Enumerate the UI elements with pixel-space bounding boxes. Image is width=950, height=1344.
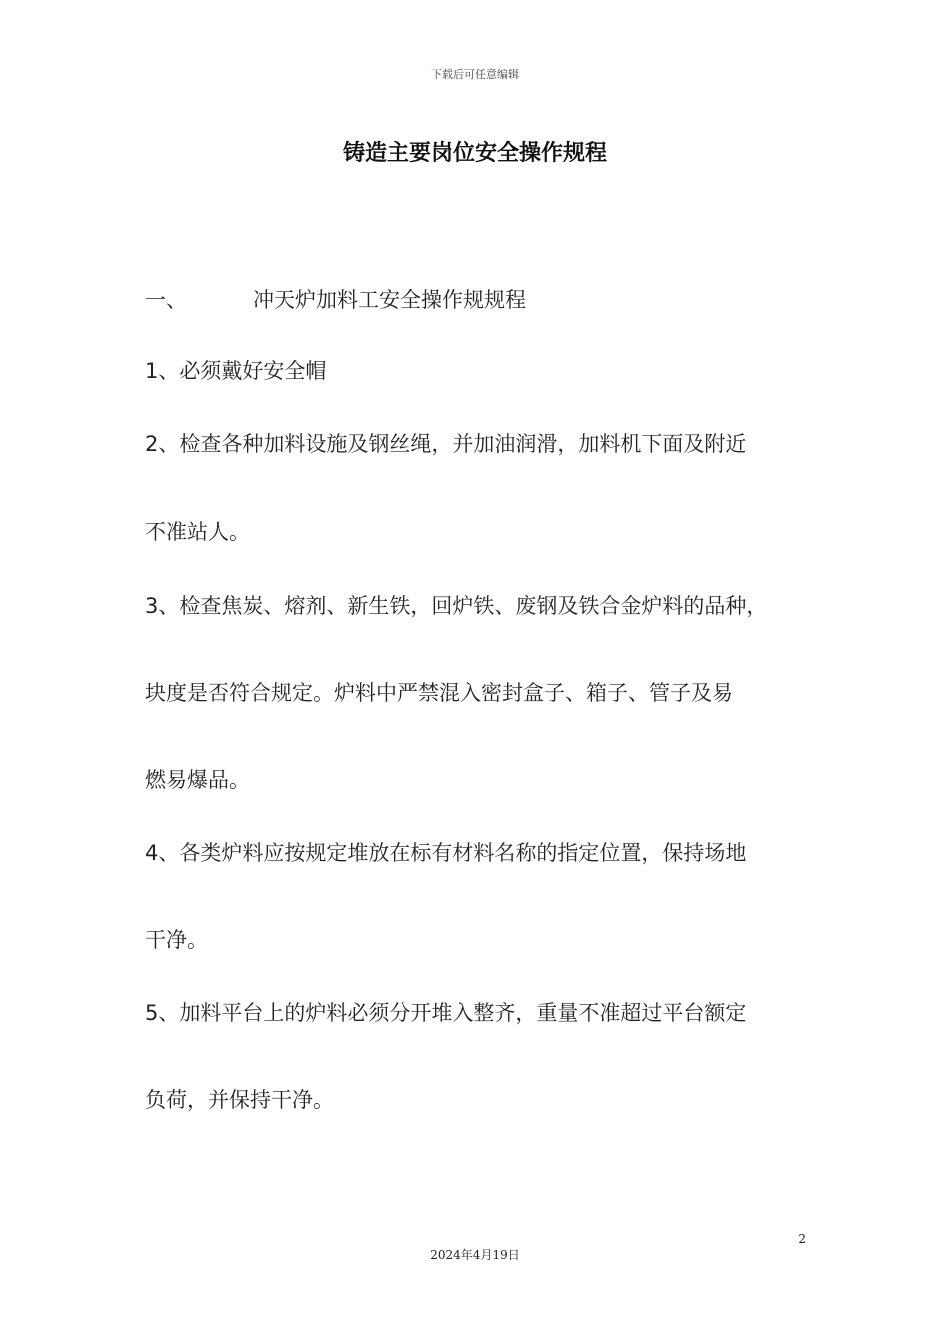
- paragraph-line: 燃易爆品。: [145, 768, 250, 792]
- footer-date: 2024年4月19日: [430, 1248, 520, 1262]
- paragraph-line: 干净。: [145, 928, 208, 952]
- document-title: 铸造主要岗位安全操作规程: [342, 141, 607, 166]
- paragraph-line: 5、加料平台上的炉料必须分开堆入整齐，重量不准超过平台额定: [145, 1001, 747, 1025]
- section-number: 一、: [145, 288, 187, 312]
- paragraph-line: 2、检查各种加料设施及钢丝绳，并加油润滑，加料机下面及附近: [145, 432, 747, 456]
- paragraph-line: 1、必须戴好安全帽: [145, 359, 327, 383]
- page-number: 2: [798, 1232, 806, 1246]
- section-title: 冲天炉加料工安全操作规规程: [253, 288, 526, 312]
- section-heading: [145, 284, 526, 314]
- paragraph-line: 4、各类炉料应按规定堆放在标有材料名称的指定位置，保持场地: [145, 841, 747, 865]
- paragraph-line: 负荷，并保持干净。: [145, 1088, 334, 1112]
- paragraph-line: 3、检查焦炭、熔剂、新生铁，回炉铁、废钢及铁合金炉料的品种，: [145, 594, 768, 618]
- paragraph-line: 不准站人。: [145, 520, 250, 544]
- paragraph-line: 块度是否符合规定。炉料中严禁混入密封盒子、箱子、管子及易: [145, 681, 733, 705]
- header-note: 下载后可任意编辑: [431, 68, 519, 81]
